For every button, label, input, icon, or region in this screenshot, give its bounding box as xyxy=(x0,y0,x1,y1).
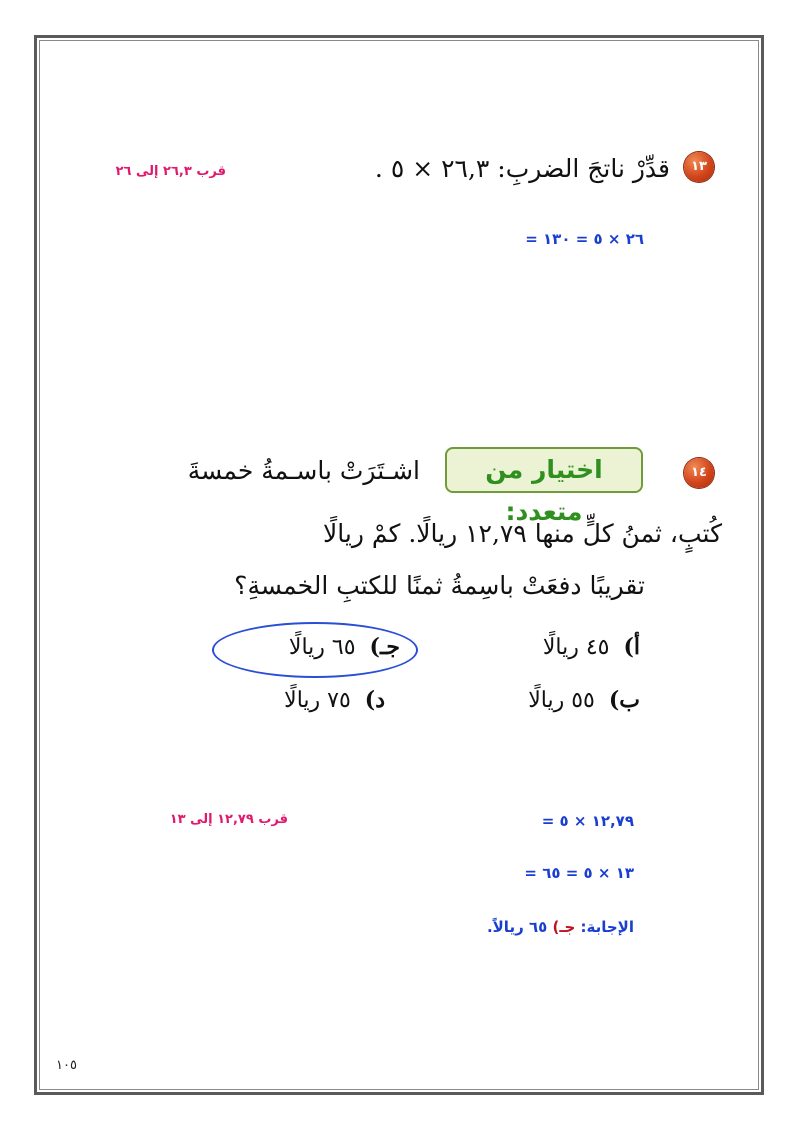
question-14-rounding-note: قرب ١٢,٧٩ إلى ١٣ xyxy=(169,812,288,827)
question-13-badge: ١٣ xyxy=(684,152,714,182)
question-14-badge: ١٤ xyxy=(684,458,714,488)
option-b-value: ٥٥ ريالًا xyxy=(528,688,595,713)
question-13-work: = ٢٦ × ٥ = ١٣٠ xyxy=(525,230,644,248)
multiple-choice-tag: اختيار من متعدد: xyxy=(445,447,643,493)
option-d-value: ٧٥ ريالًا xyxy=(284,688,351,713)
question-14-answer xyxy=(487,918,634,936)
answer-letter: جـ) xyxy=(552,918,576,936)
question-14-line-2: كُتبٍ، ثمنُ كلٍّ منها ١٢,٧٩ ريالًا. كمْ ريالًا xyxy=(322,519,722,548)
option-b-letter: ب) xyxy=(608,687,640,713)
option-d xyxy=(284,687,385,713)
option-a-value: ٤٥ ريالًا xyxy=(542,635,610,660)
option-a xyxy=(543,634,640,660)
correct-answer-circle xyxy=(212,622,418,678)
option-b xyxy=(528,687,640,713)
answer-label: الإجابة: xyxy=(580,918,634,936)
option-d-letter: د) xyxy=(364,687,385,713)
option-c-value: ٦٥ ريالًا xyxy=(288,635,356,660)
page-frame-inner xyxy=(39,40,759,1090)
question-14-line-1: اشـتَرَتْ باسـمةُ خمسةَ xyxy=(187,456,420,485)
question-14-line-3: تقريبًا دفعَتْ باسِمةُ ثمنًا للكتبِ الخمسةِ؟ xyxy=(234,571,645,600)
question-13-rounding-note: قرب ٢٦,٣ إلى ٢٦ xyxy=(115,164,226,179)
answer-value: ٦٥ ريالاً. xyxy=(486,918,548,936)
page-number: ١٠٥ xyxy=(56,1058,77,1073)
question-14-work-1: = ١٢,٧٩ × ٥ xyxy=(541,812,634,830)
question-14-work-2: = ١٣ × ٥ = ٦٥ xyxy=(524,864,634,882)
question-13-text: قدِّرْ ناتجَ الضربِ: ٢٦,٣ × ٥ . xyxy=(374,154,670,183)
option-a-letter: أ) xyxy=(623,634,640,660)
option-c-letter: جـ) xyxy=(369,634,400,660)
